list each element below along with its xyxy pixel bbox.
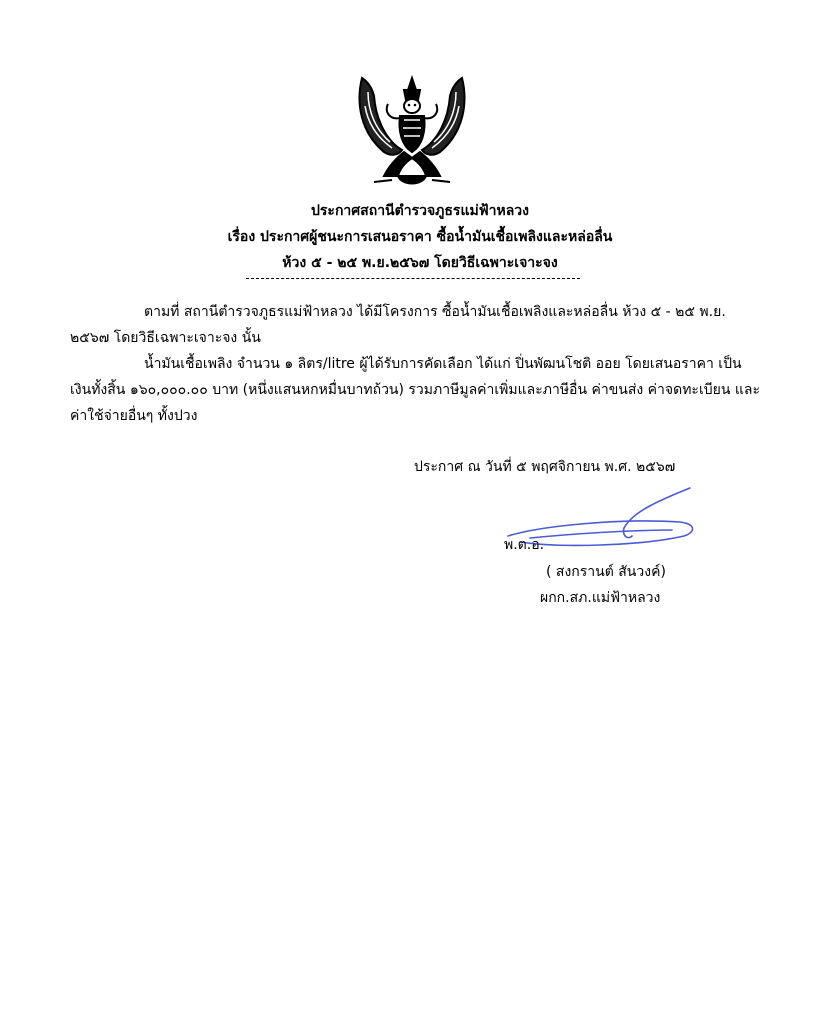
signer-name: ( สงกรานต์ สันวงค์) [546, 564, 666, 580]
body-paragraph-2: น้ำมันเชื้อเพลิง จำนวน ๑ ลิตร/litre ผู้ได้รับการคัดเลือก ได้แก่ ปิ่นพัฒนโชติ ออย โดยเสนอราคา เป็นเงินทั้งสิ้น ๑๖๐,๐๐๐.๐๐ บาท (หนึ่งแสนหกหมื่นบาทถ้วน) รวมภาษีมูลค่าเพิ่มและภาษีอื่น ค่าขนส่ง ค่าจดทะเบียน และค่าใช้จ่ายอื่นๆ ทั้งปวง [70, 356, 760, 424]
divider-line [246, 278, 580, 279]
signature-rank-prefix: พ.ต.อ. [504, 537, 545, 553]
announcement-title: ประกาศสถานีตำรวจภูธรแม่ฟ้าหลวง [311, 203, 529, 219]
announcement-subject: เรื่อง ประกาศผู้ชนะการเสนอราคา ซื้อน้ำมันเชื้อเพลิงและหล่อลื่น [227, 229, 613, 245]
garuda-emblem-icon [354, 72, 470, 194]
signer-position: ผกก.สภ.แม่ฟ้าหลวง [540, 590, 661, 606]
announcement-period: ห้วง ๕ - ๒๕ พ.ย.๒๕๖๗ โดยวิธีเฉพาะเจาะจง [282, 255, 558, 271]
announcement-date: ประกาศ ณ วันที่ ๕ พฤศจิกายน พ.ศ. ๒๕๖๗ [414, 459, 676, 475]
body-paragraph-1: ตามที่ สถานีตำรวจภูธรแม่ฟ้าหลวง ได้มีโครงการ ซื้อน้ำมันเชื้อเพลิงและหล่อลื่น ห้วง ๕ - ๒๕ พ.ย. ๒๕๖๗ โดยวิธีเฉพาะเจาะจง นั้น [70, 304, 726, 346]
